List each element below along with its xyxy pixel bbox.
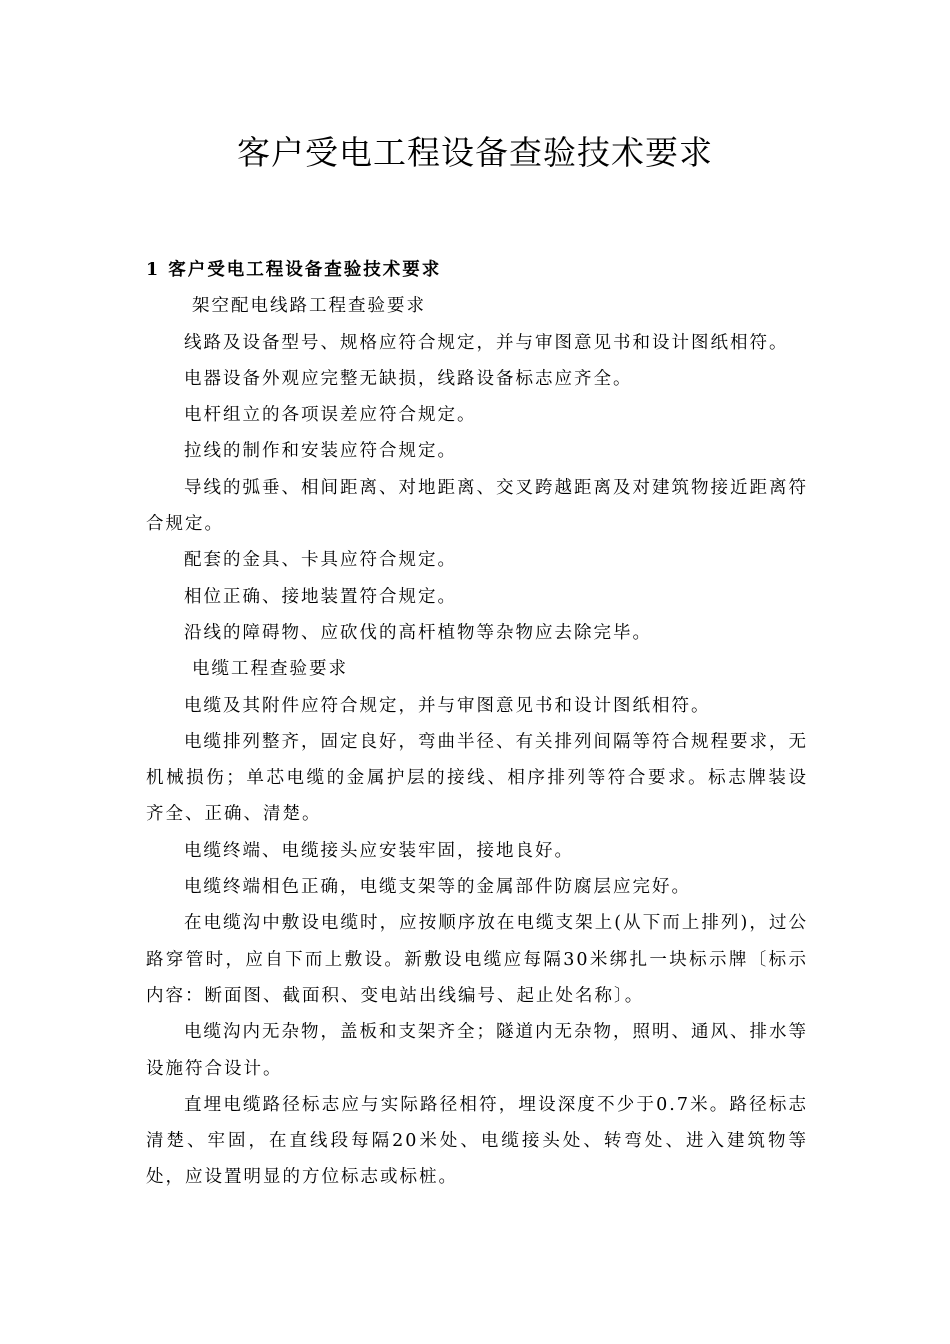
overhead-item: 线路及设备型号、规格应符合规定，并与审图意见书和设计图纸相符。 <box>184 332 789 353</box>
cable-item: 电缆终端相色正确，电缆支架等的金属部件防腐层应完好。 <box>184 877 691 898</box>
overhead-item: 导线的弧垂、相间距离、对地距离、交叉跨越距离及对建筑物接近距离符合规定。 <box>146 477 808 535</box>
cable-item: 电缆及其附件应符合规定，并与审图意见书和设计图纸相符。 <box>184 695 711 716</box>
cable-item: 电缆排列整齐，固定良好，弯曲半径、有关排列间隔等符合规程要求，无机械损伤；单芯电缆的金属护层的接线、相序排列等符合要求。标志牌装设齐全、正确、清楚。 <box>146 731 808 825</box>
cable-heading: 电缆工程查验要求 <box>192 659 348 680</box>
section-heading: 1 客户受电工程设备查验技术要求 <box>146 260 442 280</box>
cable-item: 电缆沟内无杂物，盖板和支架齐全；隧道内无杂物，照明、通风、排水等设施符合设计。 <box>146 1022 808 1079</box>
overhead-item: 配套的金具、卡具应符合规定。 <box>184 550 457 571</box>
overhead-item: 沿线的障碍物、应砍伐的高杆植物等杂物应去除完毕。 <box>184 622 652 643</box>
overhead-line-heading: 架空配电线路工程查验要求 <box>192 296 426 317</box>
overhead-item: 电杆组立的各项误差应符合规定。 <box>184 405 477 426</box>
overhead-item: 电器设备外观应完整无缺损，线路设备标志应齐全。 <box>184 368 633 389</box>
document-title: 客户受电工程设备查验技术要求 <box>237 133 713 172</box>
cable-item: 在电缆沟中敷设电缆时，应按顺序放在电缆支架上(从下而上排列)，过公路穿管时，应自下而上敷设。新敷设电缆应每隔30米绑扎一块标示牌〔标示内容：断面图、截面积、变电站出线编号、起止处名称〕。 <box>146 913 808 1006</box>
cable-item: 直埋电缆路径标志应与实际路径相符，埋设深度不少于0.7米。路径标志清楚、牢固，在直线段每隔20米处、电缆接头处、转弯处、进入建筑物等处，应设置明显的方位标志或标桩。 <box>146 1094 808 1188</box>
overhead-item: 拉线的制作和安装应符合规定。 <box>184 441 457 462</box>
overhead-item: 相位正确、接地装置符合规定。 <box>184 586 457 607</box>
document-body <box>146 252 808 1196</box>
cable-item: 电缆终端、电缆接头应安装牢固，接地良好。 <box>184 840 574 861</box>
